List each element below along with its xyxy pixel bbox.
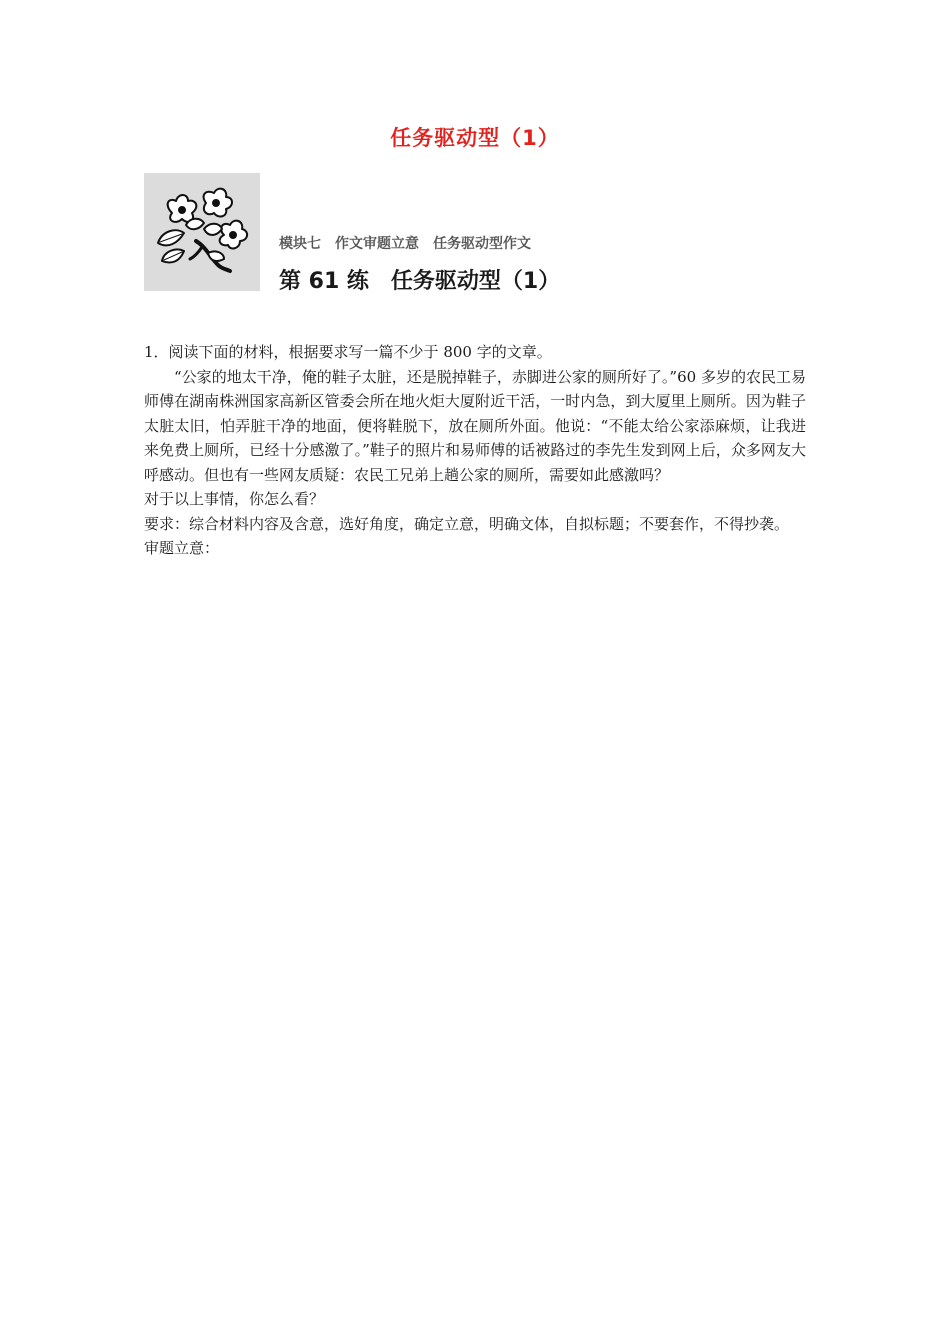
document-title: 任务驱动型（1）: [390, 126, 560, 150]
question-requirements: 要求：综合材料内容及含意，选好角度，确定立意，明确文体，自拟标题；不要套作，不得抄袭。: [144, 514, 790, 533]
exercise-title: 第 61 练 任务驱动型（1）: [279, 269, 561, 294]
plum-blossom-branch-icon: [144, 173, 260, 291]
question-prompt: 1．阅读下面的材料，根据要求写一篇不少于 800 字的文章。: [144, 343, 552, 361]
analysis-label: 审题立意：: [144, 539, 220, 557]
header-illustration: [144, 173, 260, 291]
question-body: [144, 340, 806, 561]
question-material: “公家的地太干净，俺的鞋子太脏，还是脱掉鞋子，赤脚进公家的厕所好了。”60 多岁的农民工易师傅在湖南株洲国家高新区管委会所在地火炬大厦附近干活，一时内急，到大厦里上厕所。因为鞋子太脏太旧，怕弄脏干净的地面，便将鞋脱下，放在厕所外面。他说：“不能太给公家添麻烦，让我进来免费上厕所，已经十分感激了。”鞋子的照片和易师傅的话被路过的李先生发到网上后，众多网友大呼感动。但也有一些网友质疑：农民工兄弟上趟公家的厕所，需要如此感激吗？: [144, 367, 806, 484]
question-line: 对于以上事情，你怎么看？: [144, 490, 325, 508]
module-subtitle: 模块七 作文审题立意 任务驱动型作文: [279, 236, 531, 252]
